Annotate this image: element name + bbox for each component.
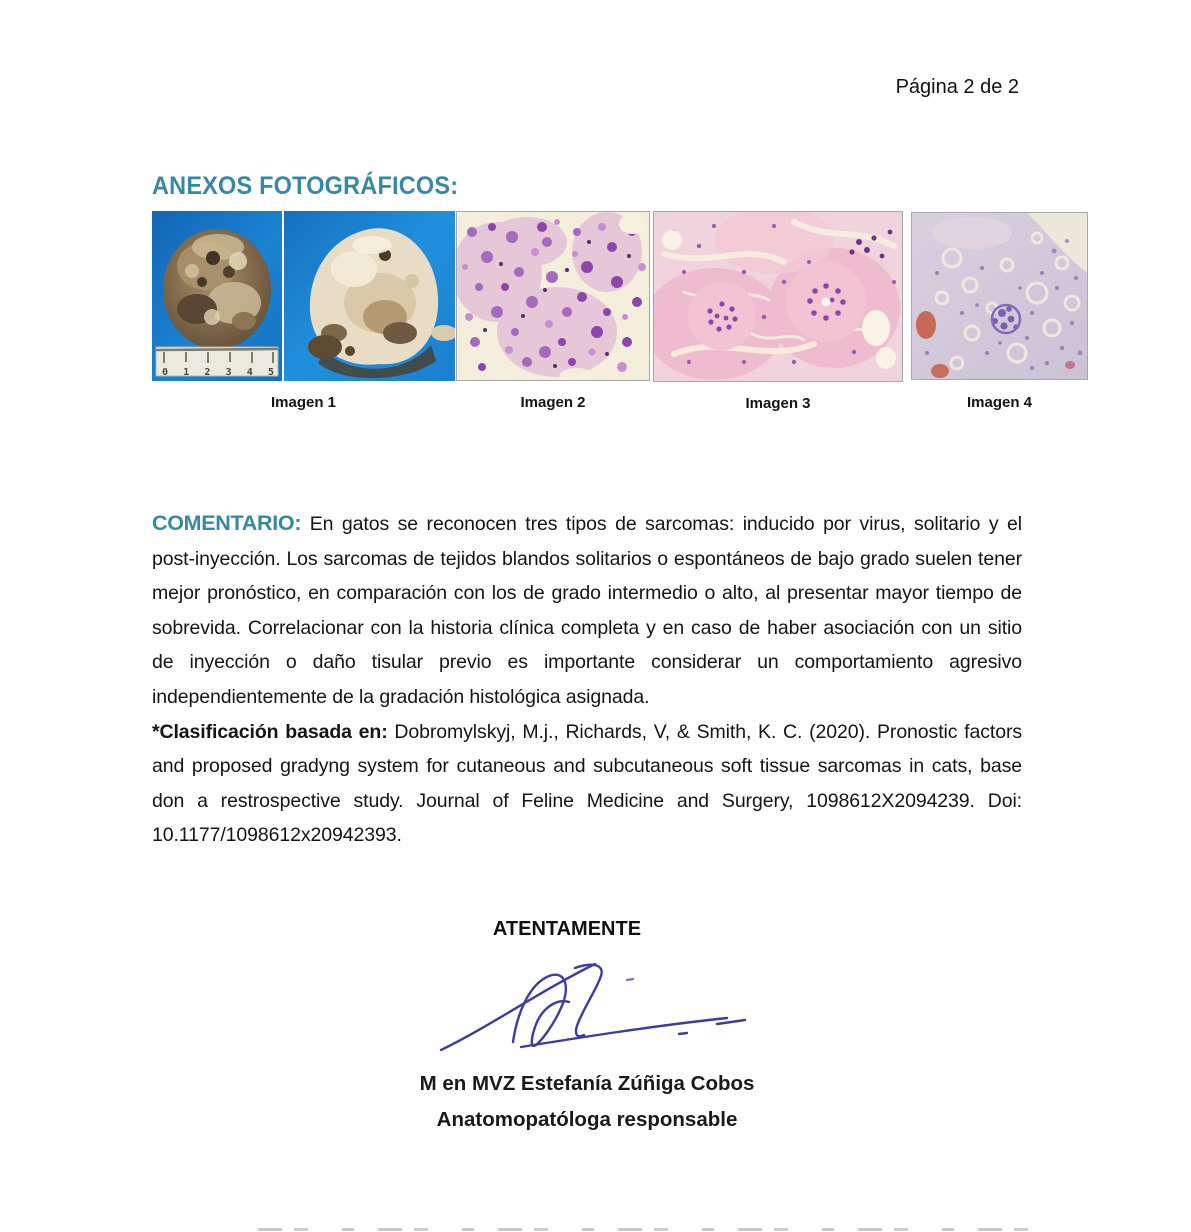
- histology-photo-2: [456, 211, 650, 381]
- citation-paragraph: [152, 715, 1022, 853]
- citation-label: *Clasificación basada en:: [152, 720, 388, 743]
- figure-imagen-1: [152, 211, 455, 411]
- comment-paragraph: [152, 506, 1022, 715]
- signature-area: [152, 950, 1022, 1058]
- figure-imagen-3: [653, 211, 903, 412]
- body-text-block: [152, 506, 1022, 853]
- histology-photo-4-art: [912, 213, 1087, 379]
- page-number: Página 2 de 2: [895, 76, 1019, 98]
- specimen-photo-pair: [152, 211, 455, 381]
- ruler-digit: 2: [204, 367, 211, 378]
- ruler-digit: 0: [162, 367, 169, 378]
- annex-heading: ANEXOS FOTOGRÁFICOS:: [152, 172, 459, 200]
- signature-image: [427, 950, 747, 1055]
- signer-title: Anatomopatóloga responsable: [436, 1108, 738, 1131]
- comment-text: En gatos se reconocen tres tipos de sarcomas: inducido por virus, solitario y el post-inyección. Los sarcomas de tejidos blandos solitarios o espontáneos de bajo grado suelen tener mejor pronóstico, en comparación con los de grado intermedio o alto, al presentar mayor tiempo de sobrevida. Correlacionar con la historia clínica completa y en caso de haber asociación con un sitio de inyección o daño tisular previo es importante considerar un comportamiento agresivo independientemente de la gradación histológica asignada.: [152, 513, 1022, 708]
- histology-photo-3: [653, 211, 903, 382]
- figure-imagen-4: [911, 211, 1088, 411]
- figure-imagen-2: [456, 211, 650, 411]
- specimen-photo-right-art: [284, 211, 455, 381]
- specimen-photo-left-art: [152, 211, 282, 381]
- ruler-digit: 5: [267, 367, 274, 378]
- specimen-photo-right: [284, 211, 455, 381]
- ruler-digit: 3: [225, 367, 232, 378]
- caption-imagen-2: Imagen 2: [520, 394, 586, 411]
- citation-text: Dobromylskyj, M.j., Richards, V, & Smith, K. C. (2020). Pronostic factors and proposed gradyng system for cutaneous and subcutaneous soft tissue sarcomas in cats, base don a restrospective study. Journal of Feline Medicine and Surgery, 1098612X2094239. Doi: 10.1177/1098612x20942393.: [152, 720, 1023, 847]
- histology-photo-4: [911, 212, 1088, 380]
- salutation: ATENTAMENTE: [492, 918, 642, 940]
- caption-imagen-3: Imagen 3: [745, 395, 811, 412]
- caption-imagen-1: Imagen 1: [270, 394, 337, 411]
- signer-name: M en MVZ Estefanía Zúñiga Cobos: [419, 1072, 755, 1095]
- footer-cutoff-text: [258, 1228, 1058, 1231]
- comment-label: COMENTARIO:: [152, 511, 302, 535]
- histology-photo-3-art: [654, 212, 902, 381]
- ruler-digit: 4: [246, 367, 253, 378]
- ruler-digit: 1: [183, 367, 190, 378]
- caption-imagen-4: Imagen 4: [966, 394, 1033, 411]
- ruler-scale: [162, 367, 274, 378]
- histology-photo-2-art: [457, 212, 649, 380]
- specimen-photo-left: [152, 211, 282, 381]
